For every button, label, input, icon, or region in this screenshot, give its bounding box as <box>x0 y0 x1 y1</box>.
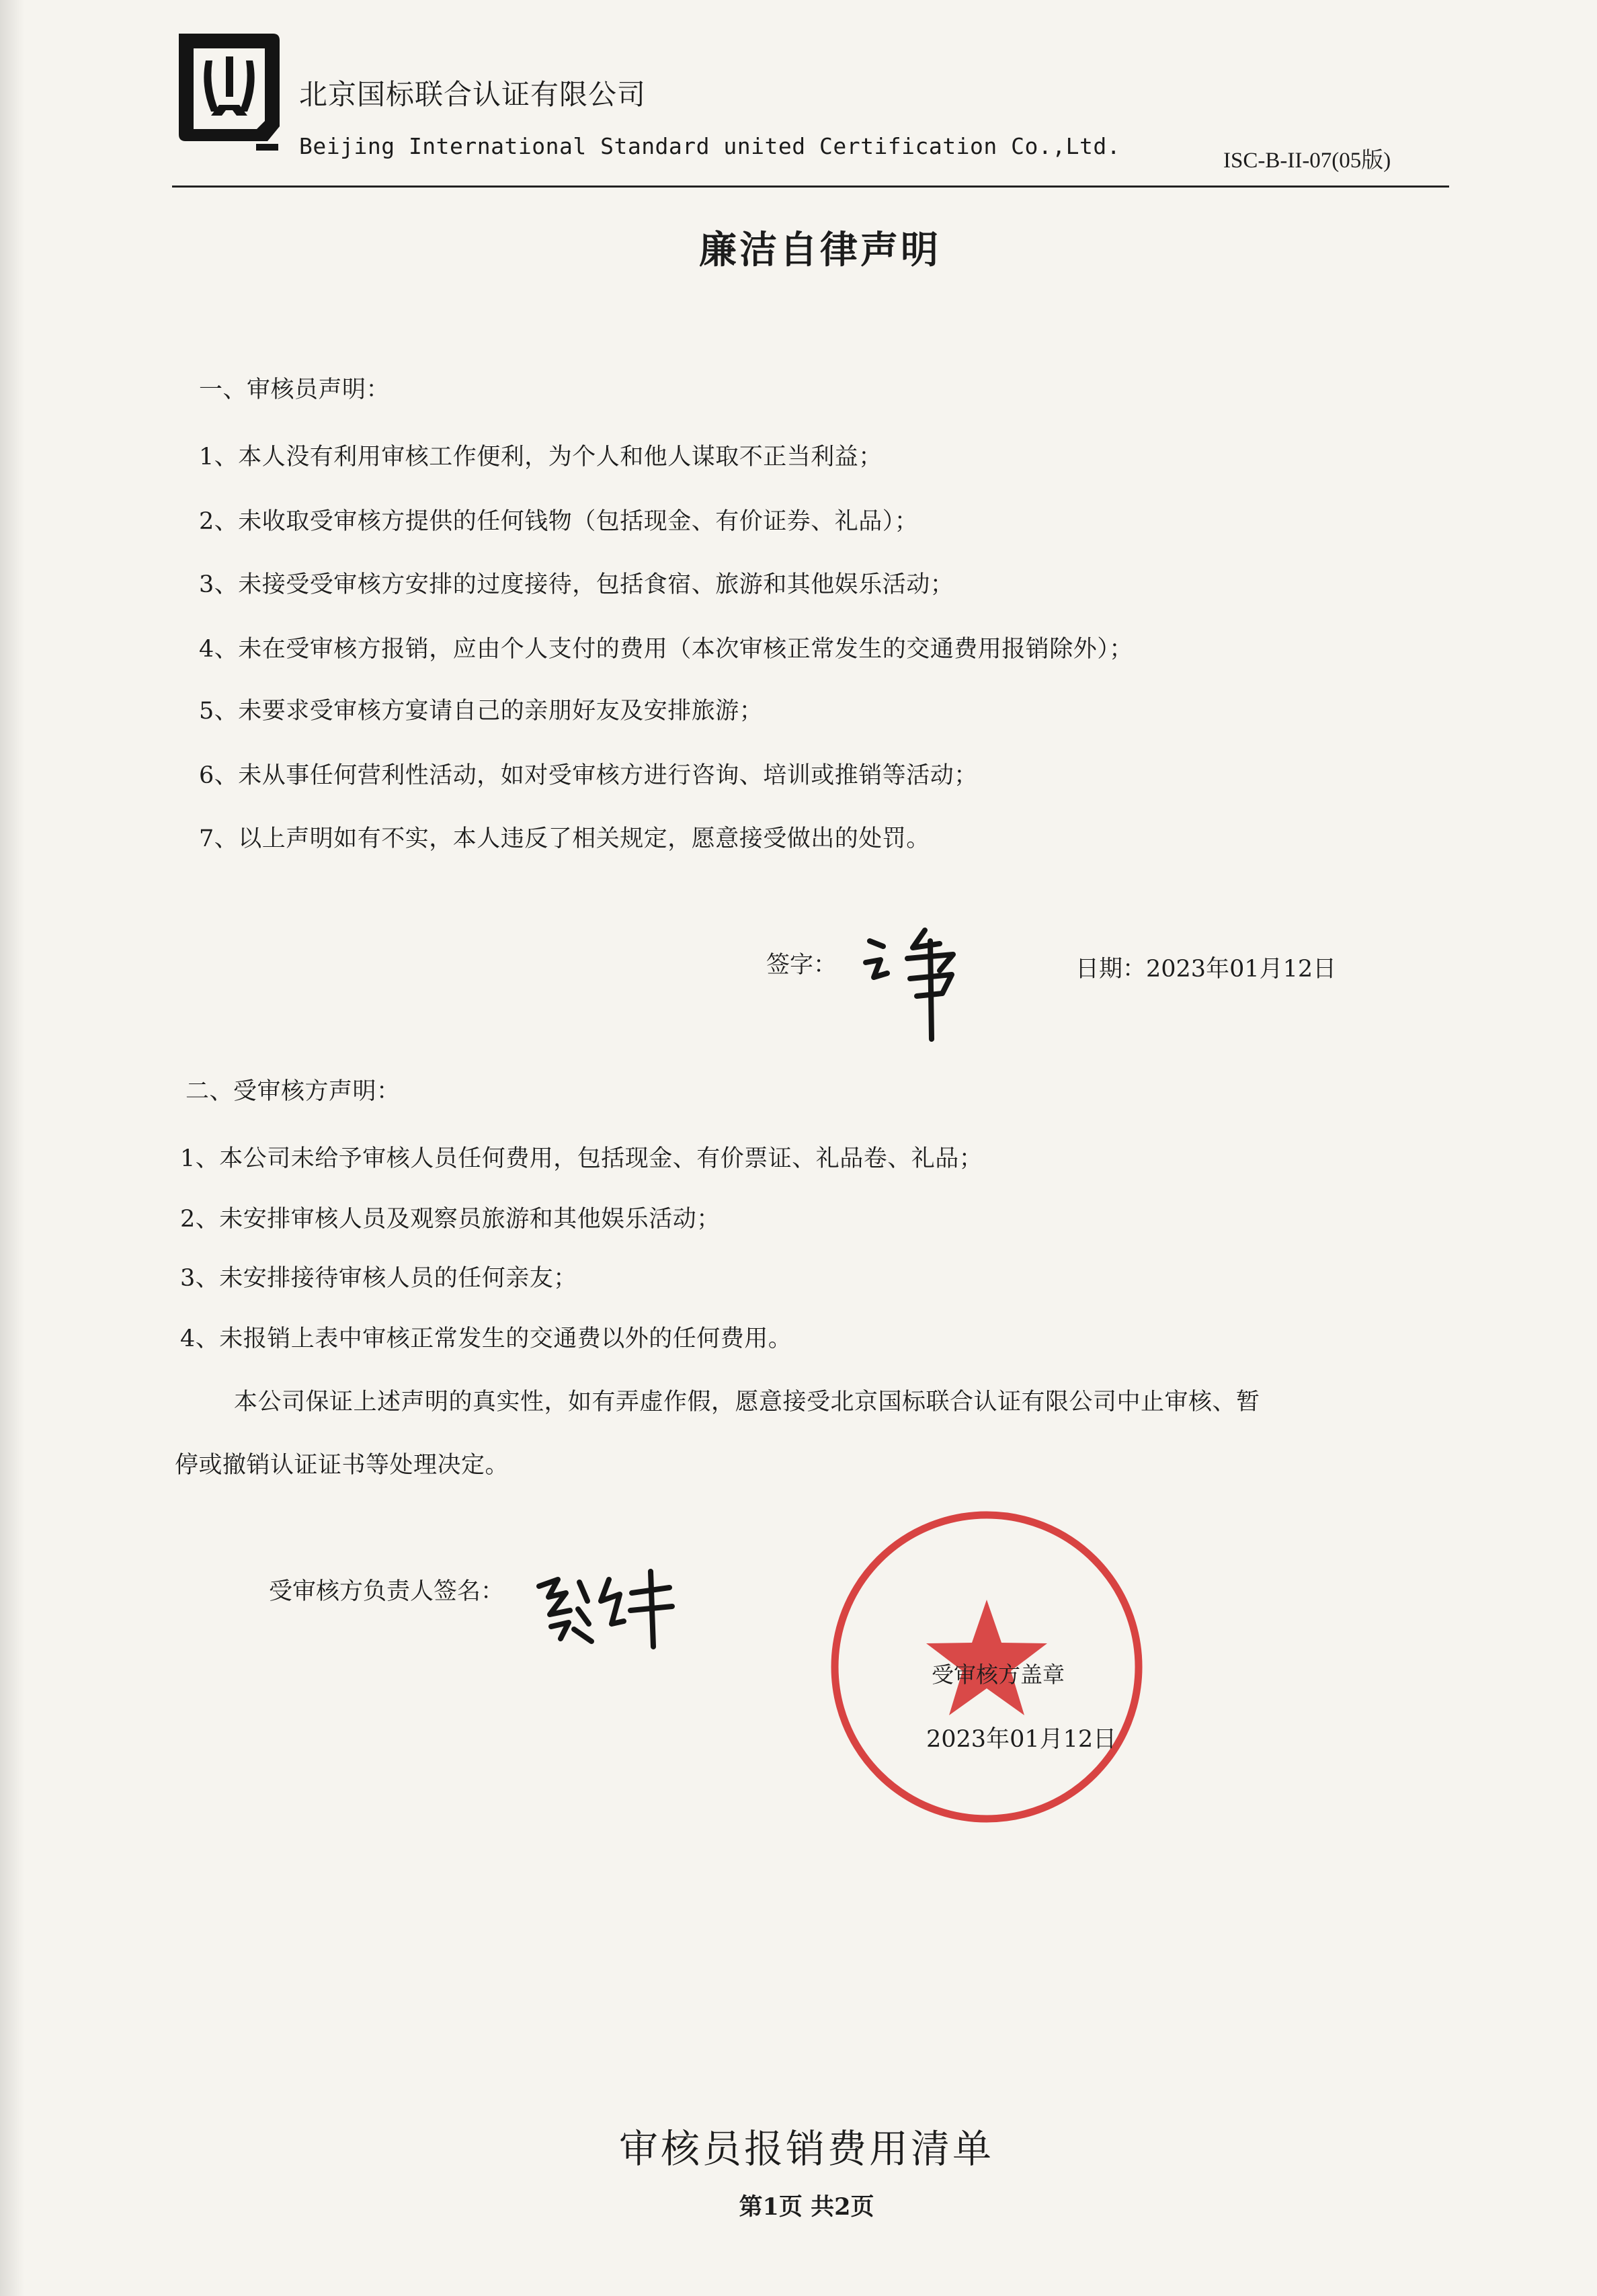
scan-edge-shadow <box>0 0 24 2296</box>
auditee-item-4: 4、未报销上表中审核正常发生的交通费以外的任何费用。 <box>180 1325 792 1352</box>
company-name-cn: 北京国标联合认证有限公司 <box>299 78 647 111</box>
auditor-item-3: 3、未接受受审核方安排的过度接待，包括食宿、旅游和其他娱乐活动； <box>199 571 954 598</box>
auditee-item-3: 3、未安排接待审核人员的任何亲友； <box>180 1265 577 1292</box>
auditee-item-1: 1、本公司未给予审核人员任何费用，包括现金、有价票证、礼品卷、礼品； <box>180 1145 983 1172</box>
auditor-item-4: 4、未在受审核方报销，应由个人支付的费用（本次审核正常发生的交通费用报销除外）； <box>199 636 1133 663</box>
responsible-signature-label: 受审核方负责人签名： <box>269 1578 505 1605</box>
auditor-item-6: 6、未从事任何营利性活动，如对受审核方进行咨询、培训或推销等活动； <box>199 762 978 789</box>
guarantee-statement-line-1: 本公司保证上述声明的真实性，如有弄虚作假，愿意接受北京国标联合认证有限公司中止审核、暂 <box>234 1389 1260 1416</box>
auditor-signature-icon <box>860 921 981 1049</box>
page-title: 廉洁自律声明 <box>699 229 941 272</box>
header-divider <box>172 186 1449 188</box>
auditor-item-7: 7、以上声明如有不实，本人违反了相关规定，愿意接受做出的处罚。 <box>199 825 930 852</box>
company-logo-icon <box>172 26 286 153</box>
next-page-title: 审核员报销费用清单 <box>618 2126 994 2172</box>
company-name-en: Beijing International Standard united Certification Co.,Ltd. <box>299 133 1121 159</box>
auditee-item-2: 2、未安排审核人员及观察员旅游和其他娱乐活动； <box>180 1206 721 1233</box>
auditor-item-2: 2、未收取受审核方提供的任何钱物（包括现金、有价证券、礼品）； <box>199 508 919 535</box>
auditor-item-1: 1、本人没有利用审核工作便利，为个人和他人谋取不正当利益； <box>199 444 883 470</box>
auditor-section-heading: 一、审核员声明： <box>199 376 391 403</box>
seal-date: 2023年01月12日 <box>926 1726 1117 1753</box>
auditor-signature-label: 签字： <box>766 952 837 979</box>
guarantee-statement-line-2: 停或撤销认证证书等处理决定。 <box>175 1452 509 1479</box>
auditor-date: 日期：2023年01月12日 <box>1075 956 1337 983</box>
responsible-signature-icon <box>531 1559 686 1653</box>
seal-caption: 受审核方盖章 <box>932 1662 1065 1688</box>
document-code: ISC-B-II-07(05版) <box>1223 149 1391 173</box>
page-number: 第1页 共2页 <box>739 2193 874 2221</box>
auditee-section-heading: 二、受审核方声明： <box>186 1078 401 1105</box>
auditor-item-5: 5、未要求受审核方宴请自己的亲朋好友及安排旅游； <box>199 698 764 725</box>
